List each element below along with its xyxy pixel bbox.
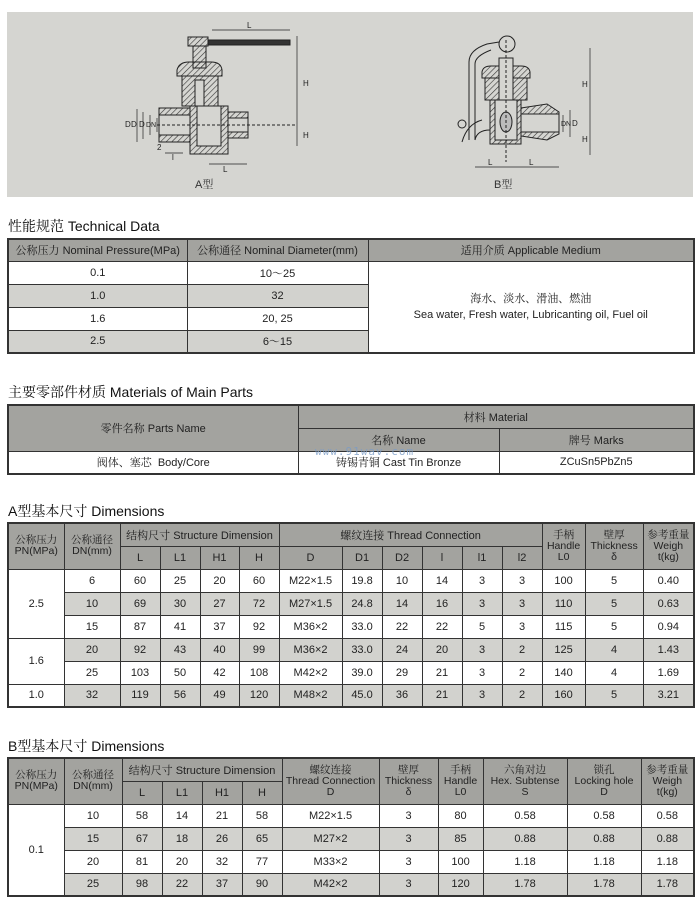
header-lock-cn: 锁孔 (593, 763, 615, 776)
h1-cell: 32 (202, 850, 242, 873)
pn-cell: 1.6 (8, 638, 64, 684)
h1-cell: 21 (202, 804, 242, 827)
h-cell: 90 (242, 873, 282, 896)
header-weight-en: Weigh (652, 774, 683, 787)
s-cell: 0.88 (483, 827, 567, 850)
header-dn-cn: 公称通径 (72, 769, 114, 782)
b-label-D: D (572, 119, 578, 128)
w-cell: 3.21 (643, 684, 694, 707)
b-dimensions-table (7, 757, 695, 897)
header-parts-name: 零件名称 Parts Name (8, 405, 298, 451)
b-type-caption: B型 (494, 179, 513, 191)
header-pn-cn: 公称压力 (15, 534, 58, 547)
d-cell: M22×1.5 (282, 804, 379, 827)
pressure-cell: 1.0 (8, 284, 187, 307)
medium-cn: 海水、淡水、滑油、燃油 (470, 292, 592, 305)
l2-cell: 2 (502, 661, 542, 684)
header-hex-sym: S (521, 785, 529, 798)
l1-cell: 22 (162, 873, 202, 896)
lock-cell: 1.18 (567, 850, 641, 873)
header-weight (643, 523, 694, 569)
t-cell: 3 (379, 827, 438, 850)
diameter-cell: 6～15 (187, 330, 368, 353)
header-D1: D1 (342, 546, 382, 569)
lock-cell: 0.88 (567, 827, 641, 850)
d-cell: M36×2 (279, 638, 342, 661)
w-cell: 0.94 (643, 615, 694, 638)
l-cell: 14 (422, 569, 462, 592)
dn-cell: 32 (64, 684, 120, 707)
diameter-cell: 10～25 (187, 261, 368, 284)
l-cell: 22 (422, 615, 462, 638)
header-handle-cn: 手柄 (553, 528, 575, 541)
d-cell: M33×2 (282, 850, 379, 873)
s-cell: 1.18 (483, 850, 567, 873)
l0-cell: 140 (542, 661, 585, 684)
pressure-cell: 2.5 (8, 330, 187, 353)
a-label-2: 2 (157, 143, 162, 152)
dn-cell: 6 (64, 569, 120, 592)
technical-data-table (7, 238, 695, 354)
w-cell: 0.88 (641, 827, 694, 850)
l0-cell: 160 (542, 684, 585, 707)
dn-cell: 10 (64, 804, 122, 827)
header-weight-unit: t(kg) (657, 550, 679, 563)
h-cell: 60 (239, 569, 279, 592)
material-name-cell: 铸锡青铜 Cast Tin Bronze (298, 451, 499, 474)
table-row (8, 850, 694, 873)
materials-title: 主要零部件材质 Materials of Main Parts (8, 384, 254, 400)
header-hex-cn: 六角对边 (504, 763, 547, 776)
header-handle-en: Handle (546, 539, 581, 552)
header-L: L (120, 546, 160, 569)
header-handle-sym: L0 (454, 785, 467, 798)
header-handle-cn: 手柄 (450, 763, 472, 776)
d-cell: M42×2 (282, 873, 379, 896)
header-H1: H1 (200, 546, 239, 569)
header-l: l (422, 546, 462, 569)
d1-cell: 19.8 (342, 569, 382, 592)
pressure-cell: 0.1 (8, 261, 187, 284)
lock-cell: 1.78 (567, 873, 641, 896)
l1-cell: 56 (160, 684, 200, 707)
header-handle (542, 523, 585, 569)
header-pn-en: PN(MPa) (14, 780, 58, 793)
header-pn-cn: 公称压力 (15, 769, 58, 782)
header-structure-dimension: 结构尺寸 Structure Dimension (120, 523, 279, 546)
w-cell: 0.40 (643, 569, 694, 592)
dn-cell: 20 (64, 850, 122, 873)
a-dimensions-table (7, 522, 695, 708)
d1-cell: 24.8 (342, 592, 382, 615)
w-cell: 1.18 (641, 850, 694, 873)
l1-cell: 3 (462, 592, 502, 615)
h-cell: 72 (239, 592, 279, 615)
l-cell: 103 (120, 661, 160, 684)
header-thick-sym: δ (405, 785, 412, 798)
w-cell: 0.63 (643, 592, 694, 615)
header-dn (64, 523, 120, 569)
header-dn-en: DN(mm) (72, 545, 112, 558)
h1-cell: 49 (200, 684, 239, 707)
h1-cell: 40 (200, 638, 239, 661)
b-dimensions-title: B型基本尺寸 Dimensions (8, 738, 165, 754)
l-cell: 81 (122, 850, 162, 873)
h-cell: 120 (239, 684, 279, 707)
header-handle (438, 758, 483, 804)
h-cell: 58 (242, 804, 282, 827)
l0-cell: 110 (542, 592, 585, 615)
b-label-DN: DN (561, 121, 572, 128)
a-label-l: l (172, 153, 174, 162)
header-weight-cn: 参考重量 (646, 763, 689, 776)
l-cell: 119 (120, 684, 160, 707)
header-thread-connection (282, 758, 379, 804)
l-cell: 21 (422, 684, 462, 707)
d2-cell: 10 (382, 569, 422, 592)
l-cell: 87 (120, 615, 160, 638)
t-cell: 3 (379, 850, 438, 873)
h-cell: 77 (242, 850, 282, 873)
b-label-L1: L (488, 158, 493, 167)
table-row (8, 827, 694, 850)
w-cell: 1.43 (643, 638, 694, 661)
watermark: www.91wav.com (315, 445, 415, 458)
header-H: H (242, 781, 282, 804)
pn-cell: 0.1 (8, 804, 64, 896)
table-row (8, 615, 694, 638)
t-cell: 5 (585, 615, 643, 638)
b-label-H: H (582, 80, 588, 89)
header-material-marks: 牌号 Marks (499, 428, 694, 451)
b-type-valve-drawing (458, 36, 559, 162)
a-type-caption: A型 (195, 179, 214, 191)
header-lock-en: Locking hole (574, 774, 634, 787)
l2-cell: 2 (502, 638, 542, 661)
w-cell: 1.78 (641, 873, 694, 896)
header-pn (8, 523, 64, 569)
s-cell: 0.58 (483, 804, 567, 827)
header-weight-cn: 参考重量 (647, 528, 690, 541)
header-D: D (279, 546, 342, 569)
l2-cell: 3 (502, 569, 542, 592)
a-label-L1: L (223, 165, 228, 174)
h1-cell: 37 (202, 873, 242, 896)
l-cell: 67 (122, 827, 162, 850)
d1-cell: 39.0 (342, 661, 382, 684)
valve-diagram-panel (7, 12, 693, 197)
h-cell: 65 (242, 827, 282, 850)
l0-cell: 80 (438, 804, 483, 827)
l-cell: 20 (422, 638, 462, 661)
l-cell: 69 (120, 592, 160, 615)
l2-cell: 3 (502, 615, 542, 638)
material-marks-cell: ZCuSn5PbZn5 (499, 451, 694, 474)
l0-cell: 125 (542, 638, 585, 661)
b-label-H1: H (582, 135, 588, 144)
d-cell: M42×2 (279, 661, 342, 684)
l1-cell: 18 (162, 827, 202, 850)
l-cell: 92 (120, 638, 160, 661)
l0-cell: 100 (438, 850, 483, 873)
t-cell: 4 (585, 661, 643, 684)
lock-cell: 0.58 (567, 804, 641, 827)
h-cell: 99 (239, 638, 279, 661)
header-hex-subtense (483, 758, 567, 804)
d-cell: M36×2 (279, 615, 342, 638)
header-thick-cn: 壁厚 (398, 763, 420, 776)
l-cell: 60 (120, 569, 160, 592)
a-label-H1: H (303, 131, 309, 140)
table-row (8, 661, 694, 684)
pn-cell: 2.5 (8, 569, 64, 638)
h1-cell: 27 (200, 592, 239, 615)
l1-cell: 41 (160, 615, 200, 638)
t-cell: 5 (585, 684, 643, 707)
header-handle-sym: L0 (557, 550, 570, 563)
dn-cell: 20 (64, 638, 120, 661)
a-label-L0: L (247, 21, 252, 30)
d1-cell: 45.0 (342, 684, 382, 707)
d-cell: M27×1.5 (279, 592, 342, 615)
l1-cell: 3 (462, 661, 502, 684)
table-row (8, 873, 694, 896)
l2-cell: 2 (502, 684, 542, 707)
dn-cell: 25 (64, 873, 122, 896)
part-cell: 阀体、塞芯 Body/Core (8, 451, 298, 474)
header-thick-en: Thickness (384, 774, 433, 787)
header-locking-hole (567, 758, 641, 804)
h1-cell: 42 (200, 661, 239, 684)
medium-cell (368, 261, 694, 353)
a-label-D2: D (139, 120, 145, 129)
dn-cell: 15 (64, 827, 122, 850)
header-thread-cn: 螺纹连接 (309, 763, 352, 776)
a-dimensions-title: A型基本尺寸 Dimensions (8, 503, 165, 519)
pressure-cell: 1.6 (8, 307, 187, 330)
dn-cell: 15 (64, 615, 120, 638)
d2-cell: 14 (382, 592, 422, 615)
table-row (8, 261, 694, 284)
dn-cell: 25 (64, 661, 120, 684)
w-cell: 1.69 (643, 661, 694, 684)
header-thick-sym: δ (611, 550, 618, 563)
l0-cell: 115 (542, 615, 585, 638)
t-cell: 4 (585, 638, 643, 661)
h-cell: 92 (239, 615, 279, 638)
header-nominal-diameter: 公称通径 Nominal Diameter(mm) (187, 239, 368, 261)
header-structure-dimension: 结构尺寸 Structure Dimension (122, 758, 282, 781)
table-row (8, 569, 694, 592)
w-cell: 0.58 (641, 804, 694, 827)
header-l2: l2 (502, 546, 542, 569)
l1-cell: 20 (162, 850, 202, 873)
l1-cell: 3 (462, 638, 502, 661)
l-cell: 58 (122, 804, 162, 827)
a-dimensions-body (8, 569, 694, 707)
d1-cell: 33.0 (342, 615, 382, 638)
header-L1: L1 (160, 546, 200, 569)
header-pn-en: PN(MPa) (14, 545, 58, 558)
header-L: L (122, 781, 162, 804)
table-row (8, 804, 694, 827)
valve-diagrams (7, 12, 693, 197)
a-label-D1: D (131, 120, 137, 129)
l1-cell: 43 (160, 638, 200, 661)
header-pn (8, 758, 64, 804)
l-cell: 21 (422, 661, 462, 684)
header-thread-connection: 螺纹连接 Thread Connection (279, 523, 542, 546)
d2-cell: 24 (382, 638, 422, 661)
d-cell: M27×2 (282, 827, 379, 850)
t-cell: 3 (379, 804, 438, 827)
dn-cell: 10 (64, 592, 120, 615)
d1-cell: 33.0 (342, 638, 382, 661)
header-nominal-pressure: 公称压力 Nominal Pressure(MPa) (8, 239, 187, 261)
header-thread-sym: D (326, 785, 335, 798)
a-label-D: D (125, 120, 131, 129)
diameter-cell: 32 (187, 284, 368, 307)
header-weight (641, 758, 694, 804)
d2-cell: 29 (382, 661, 422, 684)
b-dimensions-body (8, 804, 694, 896)
l-cell: 16 (422, 592, 462, 615)
l1-cell: 3 (462, 569, 502, 592)
pn-cell: 1.0 (8, 684, 64, 707)
header-dn (64, 758, 122, 804)
header-handle-en: Handle (443, 774, 478, 787)
diameter-cell: 20, 25 (187, 307, 368, 330)
h1-cell: 26 (202, 827, 242, 850)
a-label-H: H (303, 79, 309, 88)
l-cell: 98 (122, 873, 162, 896)
materials-table (7, 404, 695, 475)
header-dn-en: DN(mm) (73, 780, 113, 793)
header-applicable-medium: 适用介质 Applicable Medium (368, 239, 694, 261)
l1-cell: 30 (160, 592, 200, 615)
h1-cell: 37 (200, 615, 239, 638)
technical-data-title: 性能规范 Technical Data (8, 218, 160, 234)
a-label-DN: DN (146, 122, 157, 129)
header-material-name: 名称 Name (298, 428, 499, 451)
header-H: H (239, 546, 279, 569)
l1-cell: 3 (462, 684, 502, 707)
table-row (8, 592, 694, 615)
l0-cell: 85 (438, 827, 483, 850)
t-cell: 3 (379, 873, 438, 896)
header-D2: D2 (382, 546, 422, 569)
b-label-L: L (529, 158, 534, 167)
table-row (8, 638, 694, 661)
header-L1: L1 (162, 781, 202, 804)
t-cell: 5 (585, 569, 643, 592)
header-thick-en: Thickness (590, 539, 638, 552)
a-type-valve-drawing (157, 37, 297, 154)
header-thick-cn: 壁厚 (603, 528, 625, 541)
d2-cell: 36 (382, 684, 422, 707)
t-cell: 5 (585, 592, 643, 615)
table-row (8, 684, 694, 707)
header-lock-sym: D (600, 785, 608, 798)
header-l1: l1 (462, 546, 502, 569)
s-cell: 1.78 (483, 873, 567, 896)
header-hex-en: Hex. Subtense (490, 774, 560, 787)
header-weight-unit: t(kg) (656, 785, 678, 798)
header-thickness (585, 523, 643, 569)
l0-cell: 120 (438, 873, 483, 896)
header-material: 材料 Material (298, 405, 694, 428)
l2-cell: 3 (502, 592, 542, 615)
l1-cell: 50 (160, 661, 200, 684)
l0-cell: 100 (542, 569, 585, 592)
h1-cell: 20 (200, 569, 239, 592)
l1-cell: 5 (462, 615, 502, 638)
d-cell: M48×2 (279, 684, 342, 707)
header-thread-en: Thread Connection (285, 774, 376, 787)
d-cell: M22×1.5 (279, 569, 342, 592)
l1-cell: 25 (160, 569, 200, 592)
header-dn-cn: 公称通径 (71, 534, 113, 547)
d2-cell: 22 (382, 615, 422, 638)
l1-cell: 14 (162, 804, 202, 827)
header-H1: H1 (202, 781, 242, 804)
medium-en: Sea water, Fresh water, Lubricanting oil, Fuel oil (413, 308, 648, 321)
header-weight-en: Weigh (653, 539, 684, 552)
h-cell: 108 (239, 661, 279, 684)
header-thickness (379, 758, 438, 804)
